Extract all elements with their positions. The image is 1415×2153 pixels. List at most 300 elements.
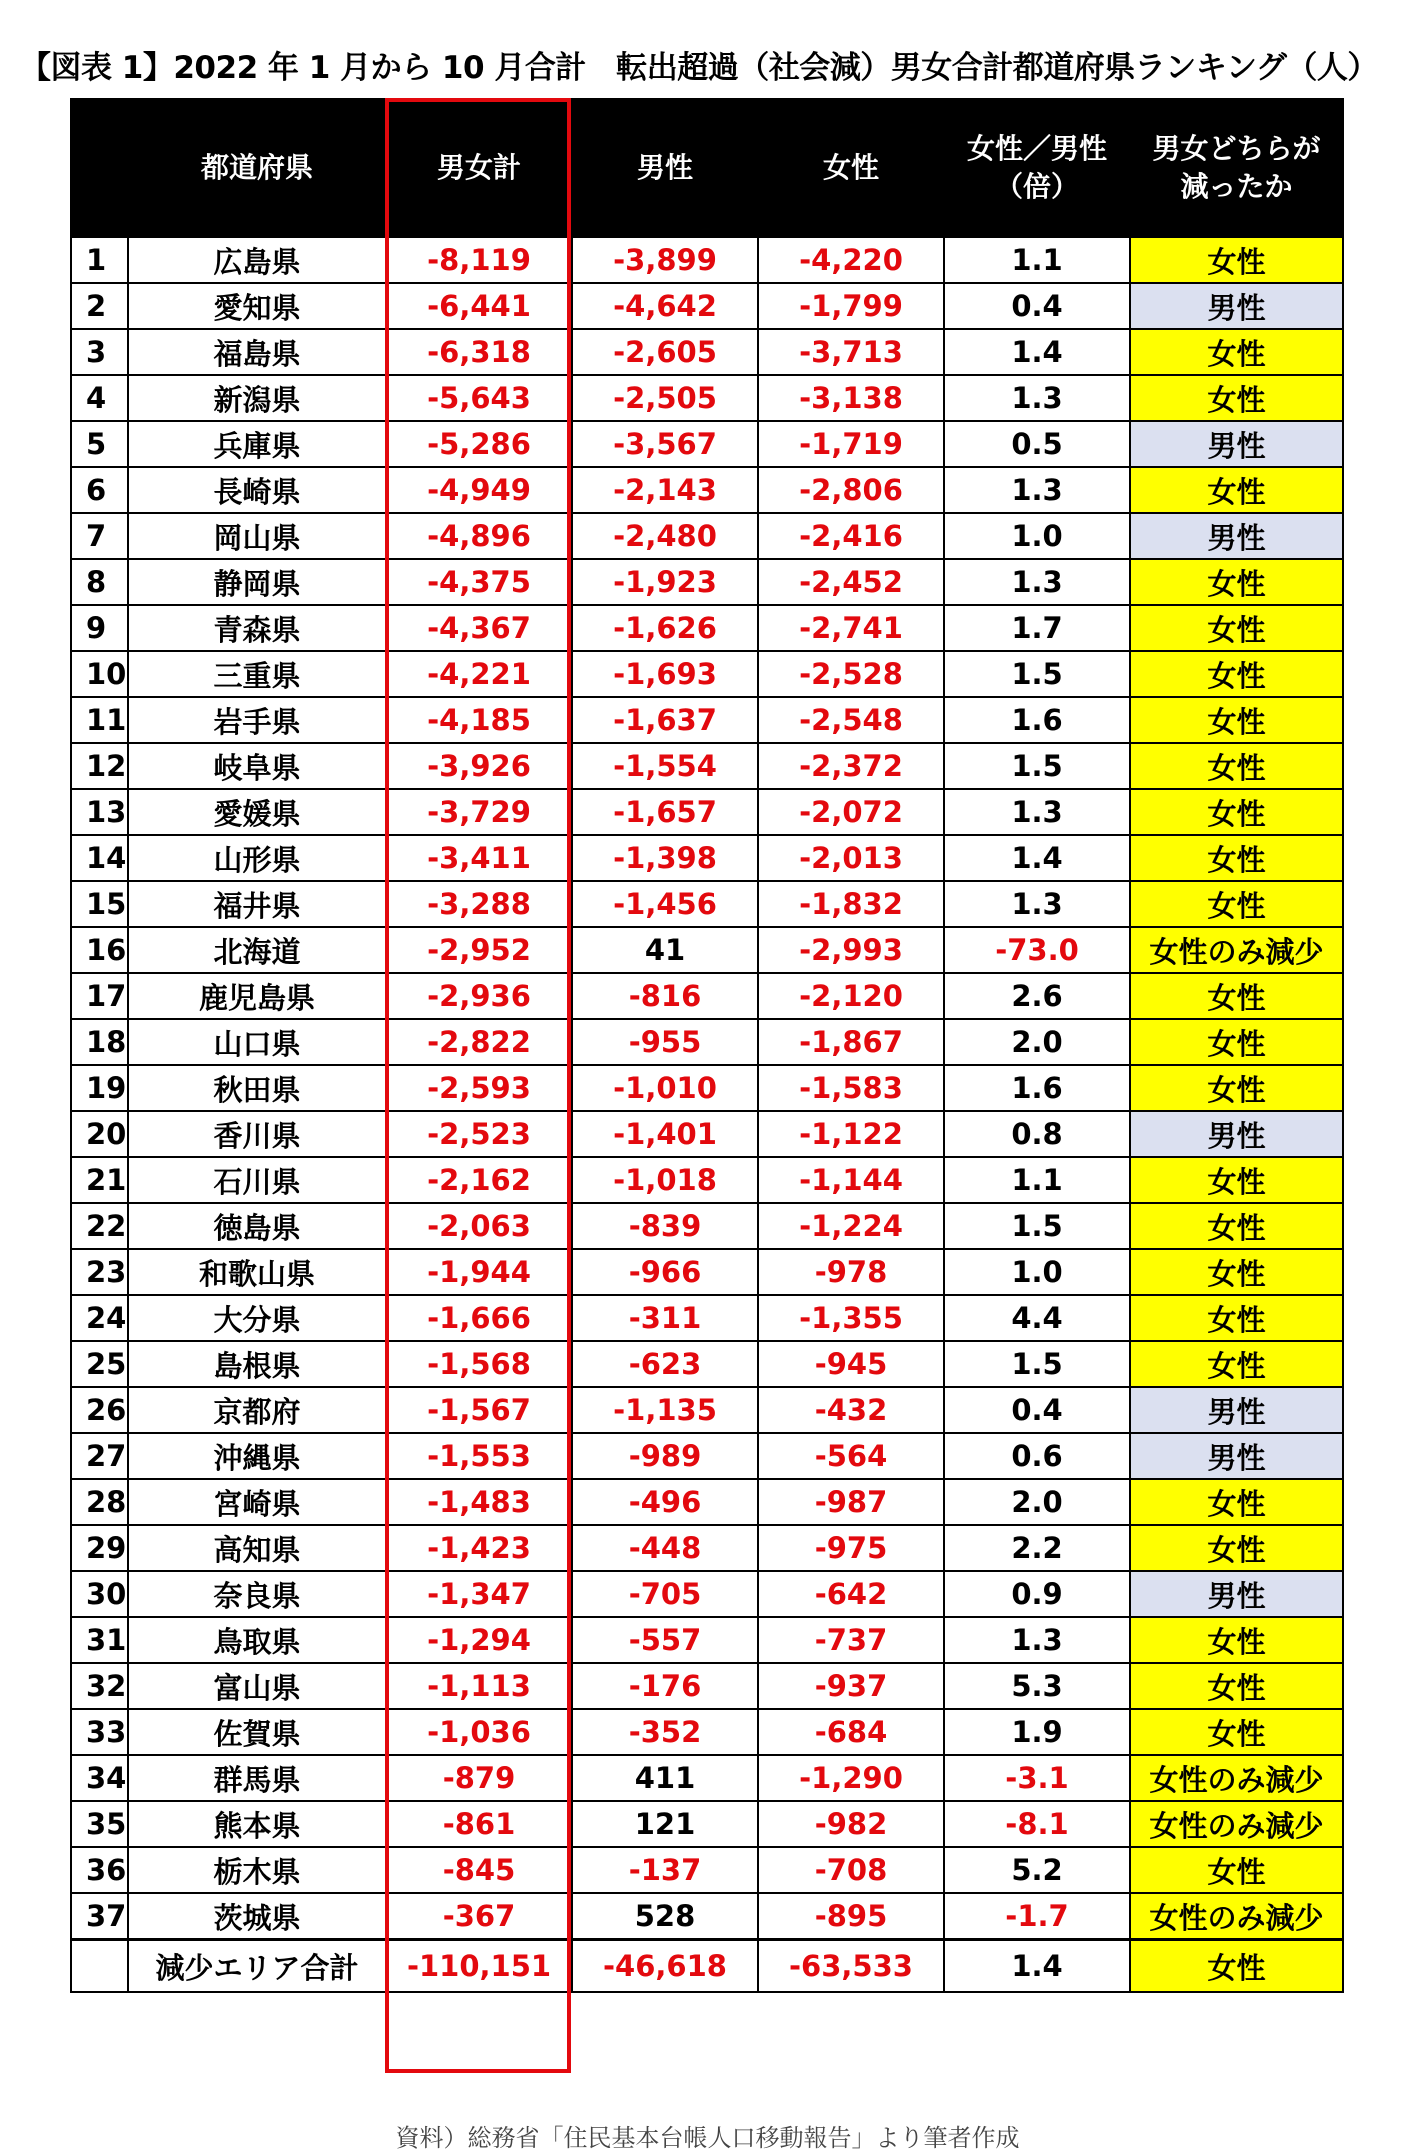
prefecture-cell: 青森県 bbox=[128, 605, 386, 651]
table-row bbox=[71, 1663, 1343, 1709]
female-cell: -2,806 bbox=[758, 467, 944, 513]
total-male-cell: -46,618 bbox=[572, 1940, 758, 1993]
total-cell: -3,411 bbox=[386, 835, 572, 881]
who-decreased-cell: 女性 bbox=[1130, 1341, 1343, 1387]
ratio-cell: 1.6 bbox=[944, 697, 1130, 743]
rank-cell: 20 bbox=[71, 1111, 128, 1157]
male-cell: 528 bbox=[572, 1893, 758, 1940]
prefecture-cell: 兵庫県 bbox=[128, 421, 386, 467]
prefecture-cell: 富山県 bbox=[128, 1663, 386, 1709]
female-cell: -975 bbox=[758, 1525, 944, 1571]
table-row bbox=[71, 1801, 1343, 1847]
prefecture-cell: 愛媛県 bbox=[128, 789, 386, 835]
prefecture-cell: 山口県 bbox=[128, 1019, 386, 1065]
total-cell: -3,926 bbox=[386, 743, 572, 789]
ratio-cell: 2.0 bbox=[944, 1479, 1130, 1525]
ratio-cell: -73.0 bbox=[944, 927, 1130, 973]
ratio-cell: -8.1 bbox=[944, 1801, 1130, 1847]
prefecture-cell: 広島県 bbox=[128, 237, 386, 283]
female-cell: -1,355 bbox=[758, 1295, 944, 1341]
ratio-cell: 1.3 bbox=[944, 375, 1130, 421]
rank-cell: 29 bbox=[71, 1525, 128, 1571]
prefecture-cell: 茨城県 bbox=[128, 1893, 386, 1940]
male-cell: -1,010 bbox=[572, 1065, 758, 1111]
ratio-cell: 1.3 bbox=[944, 559, 1130, 605]
rank-cell: 24 bbox=[71, 1295, 128, 1341]
male-cell: 121 bbox=[572, 1801, 758, 1847]
table-row bbox=[71, 237, 1343, 283]
who-decreased-cell: 女性 bbox=[1130, 1295, 1343, 1341]
male-cell: -3,567 bbox=[572, 421, 758, 467]
rank-cell: 13 bbox=[71, 789, 128, 835]
ratio-cell: -1.7 bbox=[944, 1893, 1130, 1940]
prefecture-cell: 大分県 bbox=[128, 1295, 386, 1341]
prefecture-cell: 長崎県 bbox=[128, 467, 386, 513]
rank-cell: 35 bbox=[71, 1801, 128, 1847]
male-cell: -352 bbox=[572, 1709, 758, 1755]
male-cell: -1,398 bbox=[572, 835, 758, 881]
table-row bbox=[71, 1617, 1343, 1663]
total-cell: -3,288 bbox=[386, 881, 572, 927]
rank-cell: 8 bbox=[71, 559, 128, 605]
male-cell: -955 bbox=[572, 1019, 758, 1065]
table-row bbox=[71, 1571, 1343, 1617]
total-cell: -2,162 bbox=[386, 1157, 572, 1203]
header-row bbox=[71, 99, 1343, 237]
ratio-cell: 5.3 bbox=[944, 1663, 1130, 1709]
who-decreased-cell: 女性 bbox=[1130, 697, 1343, 743]
who-decreased-cell: 女性 bbox=[1130, 605, 1343, 651]
ratio-cell: 1.3 bbox=[944, 789, 1130, 835]
rank-cell: 5 bbox=[71, 421, 128, 467]
rank-cell: 10 bbox=[71, 651, 128, 697]
female-cell: -2,072 bbox=[758, 789, 944, 835]
total-cell: -845 bbox=[386, 1847, 572, 1893]
total-cell: -4,221 bbox=[386, 651, 572, 697]
rank-cell: 33 bbox=[71, 1709, 128, 1755]
ratio-cell: 1.0 bbox=[944, 1249, 1130, 1295]
prefecture-cell: 栃木県 bbox=[128, 1847, 386, 1893]
who-decreased-cell: 女性 bbox=[1130, 1065, 1343, 1111]
prefecture-cell: 奈良県 bbox=[128, 1571, 386, 1617]
total-cell: -4,896 bbox=[386, 513, 572, 559]
who-decreased-cell: 女性 bbox=[1130, 559, 1343, 605]
table-row bbox=[71, 329, 1343, 375]
who-decreased-cell: 女性 bbox=[1130, 375, 1343, 421]
male-cell: -557 bbox=[572, 1617, 758, 1663]
male-cell: -966 bbox=[572, 1249, 758, 1295]
male-cell: -2,143 bbox=[572, 467, 758, 513]
table-row bbox=[71, 467, 1343, 513]
ratio-cell: 2.6 bbox=[944, 973, 1130, 1019]
female-cell: -2,452 bbox=[758, 559, 944, 605]
ratio-cell: 1.5 bbox=[944, 743, 1130, 789]
table-row bbox=[71, 375, 1343, 421]
rank-cell: 3 bbox=[71, 329, 128, 375]
rank-cell: 18 bbox=[71, 1019, 128, 1065]
rank-cell: 4 bbox=[71, 375, 128, 421]
rank-cell: 15 bbox=[71, 881, 128, 927]
female-cell: -1,122 bbox=[758, 1111, 944, 1157]
table-row bbox=[71, 1755, 1343, 1801]
ratio-cell: 0.6 bbox=[944, 1433, 1130, 1479]
rank-cell: 21 bbox=[71, 1157, 128, 1203]
total-ratio-cell: 1.4 bbox=[944, 1940, 1130, 1993]
female-cell: -3,138 bbox=[758, 375, 944, 421]
male-cell: 411 bbox=[572, 1755, 758, 1801]
female-cell: -2,372 bbox=[758, 743, 944, 789]
female-cell: -1,799 bbox=[758, 283, 944, 329]
table-row bbox=[71, 283, 1343, 329]
total-cell: -1,347 bbox=[386, 1571, 572, 1617]
male-cell: -137 bbox=[572, 1847, 758, 1893]
header-rank bbox=[71, 99, 128, 237]
female-cell: -708 bbox=[758, 1847, 944, 1893]
prefecture-cell: 秋田県 bbox=[128, 1065, 386, 1111]
header-male: 男性 bbox=[572, 99, 758, 237]
total-cell: -1,483 bbox=[386, 1479, 572, 1525]
total-cell: -861 bbox=[386, 1801, 572, 1847]
table-row bbox=[71, 1433, 1343, 1479]
prefecture-cell: 熊本県 bbox=[128, 1801, 386, 1847]
header-total: 男女計 bbox=[386, 99, 572, 237]
header-ratio: 女性／男性 （倍） bbox=[944, 99, 1130, 237]
total-cell: -4,949 bbox=[386, 467, 572, 513]
total-cell: -1,567 bbox=[386, 1387, 572, 1433]
prefecture-cell: 宮崎県 bbox=[128, 1479, 386, 1525]
female-cell: -1,719 bbox=[758, 421, 944, 467]
female-cell: -564 bbox=[758, 1433, 944, 1479]
who-decreased-cell: 女性 bbox=[1130, 835, 1343, 881]
prefecture-cell: 静岡県 bbox=[128, 559, 386, 605]
female-cell: -895 bbox=[758, 1893, 944, 1940]
who-decreased-cell: 女性 bbox=[1130, 1203, 1343, 1249]
ratio-cell: -3.1 bbox=[944, 1755, 1130, 1801]
table-row bbox=[71, 1479, 1343, 1525]
who-decreased-cell: 女性 bbox=[1130, 237, 1343, 283]
rank-cell: 26 bbox=[71, 1387, 128, 1433]
prefecture-cell: 鳥取県 bbox=[128, 1617, 386, 1663]
prefecture-cell: 三重県 bbox=[128, 651, 386, 697]
table-body bbox=[71, 237, 1343, 1940]
female-cell: -2,548 bbox=[758, 697, 944, 743]
table-row bbox=[71, 1019, 1343, 1065]
female-cell: -1,224 bbox=[758, 1203, 944, 1249]
total-cell: -6,441 bbox=[386, 283, 572, 329]
table-row bbox=[71, 835, 1343, 881]
total-cell: -5,286 bbox=[386, 421, 572, 467]
who-decreased-cell: 女性 bbox=[1130, 1157, 1343, 1203]
table-row bbox=[71, 1203, 1343, 1249]
female-cell: -978 bbox=[758, 1249, 944, 1295]
prefecture-cell: 京都府 bbox=[128, 1387, 386, 1433]
who-decreased-cell: 女性 bbox=[1130, 1525, 1343, 1571]
header-female: 女性 bbox=[758, 99, 944, 237]
ranking-table-wrapper bbox=[70, 98, 1344, 1993]
rank-cell: 27 bbox=[71, 1433, 128, 1479]
ratio-cell: 1.5 bbox=[944, 651, 1130, 697]
table-row bbox=[71, 973, 1343, 1019]
rank-cell: 7 bbox=[71, 513, 128, 559]
table-row bbox=[71, 789, 1343, 835]
total-cell: -1,944 bbox=[386, 1249, 572, 1295]
who-decreased-cell: 女性 bbox=[1130, 973, 1343, 1019]
table-row bbox=[71, 1065, 1343, 1111]
prefecture-cell: 福島県 bbox=[128, 329, 386, 375]
male-cell: -1,456 bbox=[572, 881, 758, 927]
male-cell: -1,693 bbox=[572, 651, 758, 697]
who-decreased-cell: 女性 bbox=[1130, 329, 1343, 375]
rank-cell: 25 bbox=[71, 1341, 128, 1387]
male-cell: -623 bbox=[572, 1341, 758, 1387]
rank-cell: 19 bbox=[71, 1065, 128, 1111]
female-cell: -2,993 bbox=[758, 927, 944, 973]
header-prefecture: 都道府県 bbox=[128, 99, 386, 237]
total-female-cell: -63,533 bbox=[758, 1940, 944, 1993]
prefecture-cell: 島根県 bbox=[128, 1341, 386, 1387]
table-row bbox=[71, 1157, 1343, 1203]
table-row bbox=[71, 1341, 1343, 1387]
who-decreased-cell: 女性のみ減少 bbox=[1130, 1755, 1343, 1801]
table-row bbox=[71, 1111, 1343, 1157]
who-decreased-cell: 女性のみ減少 bbox=[1130, 1801, 1343, 1847]
male-cell: -839 bbox=[572, 1203, 758, 1249]
total-row bbox=[71, 1940, 1343, 1993]
male-cell: -1,018 bbox=[572, 1157, 758, 1203]
total-cell: -1,036 bbox=[386, 1709, 572, 1755]
rank-cell: 28 bbox=[71, 1479, 128, 1525]
male-cell: -705 bbox=[572, 1571, 758, 1617]
ratio-cell: 2.2 bbox=[944, 1525, 1130, 1571]
male-cell: 41 bbox=[572, 927, 758, 973]
prefecture-cell: 鹿児島県 bbox=[128, 973, 386, 1019]
prefecture-cell: 岡山県 bbox=[128, 513, 386, 559]
female-cell: -2,013 bbox=[758, 835, 944, 881]
rank-cell: 12 bbox=[71, 743, 128, 789]
table-row bbox=[71, 1847, 1343, 1893]
who-decreased-cell: 女性 bbox=[1130, 467, 1343, 513]
male-cell: -2,605 bbox=[572, 329, 758, 375]
male-cell: -1,135 bbox=[572, 1387, 758, 1433]
male-cell: -3,899 bbox=[572, 237, 758, 283]
total-cell: -2,593 bbox=[386, 1065, 572, 1111]
chart-title: 【図表 1】2022 年 1 月から 10 月合計 転出超過（社会減）男女合計都道府県ランキング（人） bbox=[20, 50, 1378, 86]
who-decreased-cell: 女性 bbox=[1130, 789, 1343, 835]
rank-cell: 1 bbox=[71, 237, 128, 283]
total-cell: -1,294 bbox=[386, 1617, 572, 1663]
female-cell: -945 bbox=[758, 1341, 944, 1387]
ratio-cell: 5.2 bbox=[944, 1847, 1130, 1893]
ratio-cell: 1.9 bbox=[944, 1709, 1130, 1755]
male-cell: -2,480 bbox=[572, 513, 758, 559]
ratio-cell: 1.5 bbox=[944, 1203, 1130, 1249]
ratio-cell: 1.1 bbox=[944, 1157, 1130, 1203]
ratio-cell: 1.4 bbox=[944, 835, 1130, 881]
total-cell: -1,113 bbox=[386, 1663, 572, 1709]
ratio-cell: 0.4 bbox=[944, 1387, 1130, 1433]
total-cell: -2,952 bbox=[386, 927, 572, 973]
table-row bbox=[71, 743, 1343, 789]
who-decreased-cell: 男性 bbox=[1130, 1571, 1343, 1617]
ratio-cell: 1.0 bbox=[944, 513, 1130, 559]
table-row bbox=[71, 605, 1343, 651]
who-decreased-cell: 男性 bbox=[1130, 421, 1343, 467]
who-decreased-cell: 女性 bbox=[1130, 1663, 1343, 1709]
male-cell: -4,642 bbox=[572, 283, 758, 329]
table-row bbox=[71, 1249, 1343, 1295]
male-cell: -2,505 bbox=[572, 375, 758, 421]
rank-cell: 34 bbox=[71, 1755, 128, 1801]
table-row bbox=[71, 1387, 1343, 1433]
female-cell: -2,528 bbox=[758, 651, 944, 697]
who-decreased-cell: 男性 bbox=[1130, 283, 1343, 329]
prefecture-cell: 福井県 bbox=[128, 881, 386, 927]
prefecture-cell: 岐阜県 bbox=[128, 743, 386, 789]
who-decreased-cell: 女性 bbox=[1130, 1709, 1343, 1755]
total-prefecture-cell: 減少エリア合計 bbox=[128, 1940, 386, 1993]
female-cell: -982 bbox=[758, 1801, 944, 1847]
who-decreased-cell: 男性 bbox=[1130, 513, 1343, 559]
male-cell: -496 bbox=[572, 1479, 758, 1525]
male-cell: -1,401 bbox=[572, 1111, 758, 1157]
table-row bbox=[71, 421, 1343, 467]
rank-cell: 2 bbox=[71, 283, 128, 329]
total-cell: -2,936 bbox=[386, 973, 572, 1019]
female-cell: -4,220 bbox=[758, 237, 944, 283]
who-decreased-cell: 女性 bbox=[1130, 1479, 1343, 1525]
rank-cell: 23 bbox=[71, 1249, 128, 1295]
female-cell: -2,416 bbox=[758, 513, 944, 559]
table-row bbox=[71, 1893, 1343, 1940]
total-cell: -367 bbox=[386, 1893, 572, 1940]
female-cell: -1,290 bbox=[758, 1755, 944, 1801]
rank-cell: 37 bbox=[71, 1893, 128, 1940]
ratio-cell: 1.7 bbox=[944, 605, 1130, 651]
rank-cell: 17 bbox=[71, 973, 128, 1019]
total-cell: -8,119 bbox=[386, 237, 572, 283]
rank-cell: 14 bbox=[71, 835, 128, 881]
male-cell: -1,554 bbox=[572, 743, 758, 789]
ratio-cell: 1.4 bbox=[944, 329, 1130, 375]
male-cell: -1,923 bbox=[572, 559, 758, 605]
prefecture-cell: 和歌山県 bbox=[128, 1249, 386, 1295]
table-row bbox=[71, 1525, 1343, 1571]
ratio-cell: 0.5 bbox=[944, 421, 1130, 467]
female-cell: -432 bbox=[758, 1387, 944, 1433]
prefecture-cell: 徳島県 bbox=[128, 1203, 386, 1249]
prefecture-cell: 沖縄県 bbox=[128, 1433, 386, 1479]
who-decreased-cell: 女性 bbox=[1130, 1847, 1343, 1893]
total-cell: -1,666 bbox=[386, 1295, 572, 1341]
male-cell: -816 bbox=[572, 973, 758, 1019]
who-decreased-cell: 男性 bbox=[1130, 1111, 1343, 1157]
prefecture-cell: 佐賀県 bbox=[128, 1709, 386, 1755]
rank-cell: 31 bbox=[71, 1617, 128, 1663]
female-cell: -2,741 bbox=[758, 605, 944, 651]
female-cell: -1,867 bbox=[758, 1019, 944, 1065]
rank-cell: 36 bbox=[71, 1847, 128, 1893]
ratio-cell: 2.0 bbox=[944, 1019, 1130, 1065]
total-cell: -4,375 bbox=[386, 559, 572, 605]
total-cell: -2,822 bbox=[386, 1019, 572, 1065]
total-cell: -1,553 bbox=[386, 1433, 572, 1479]
ratio-cell: 1.3 bbox=[944, 881, 1130, 927]
who-decreased-cell: 女性 bbox=[1130, 651, 1343, 697]
total-cell: -1,423 bbox=[386, 1525, 572, 1571]
prefecture-cell: 新潟県 bbox=[128, 375, 386, 421]
female-cell: -684 bbox=[758, 1709, 944, 1755]
total-cell: -4,367 bbox=[386, 605, 572, 651]
table-row bbox=[71, 927, 1343, 973]
who-decreased-cell: 女性のみ減少 bbox=[1130, 927, 1343, 973]
male-cell: -448 bbox=[572, 1525, 758, 1571]
rank-cell: 32 bbox=[71, 1663, 128, 1709]
who-decreased-cell: 女性のみ減少 bbox=[1130, 1893, 1343, 1940]
female-cell: -1,832 bbox=[758, 881, 944, 927]
prefecture-cell: 北海道 bbox=[128, 927, 386, 973]
total-who-cell: 女性 bbox=[1130, 1940, 1343, 1993]
total-cell: -4,185 bbox=[386, 697, 572, 743]
table-row bbox=[71, 1709, 1343, 1755]
who-decreased-cell: 男性 bbox=[1130, 1433, 1343, 1479]
prefecture-cell: 愛知県 bbox=[128, 283, 386, 329]
table-row bbox=[71, 1295, 1343, 1341]
ranking-table bbox=[70, 98, 1344, 1993]
female-cell: -1,583 bbox=[758, 1065, 944, 1111]
rank-cell: 9 bbox=[71, 605, 128, 651]
total-cell: -2,063 bbox=[386, 1203, 572, 1249]
prefecture-cell: 石川県 bbox=[128, 1157, 386, 1203]
who-decreased-cell: 女性 bbox=[1130, 881, 1343, 927]
ratio-cell: 1.3 bbox=[944, 467, 1130, 513]
who-decreased-cell: 女性 bbox=[1130, 1249, 1343, 1295]
ratio-cell: 1.1 bbox=[944, 237, 1130, 283]
table-row bbox=[71, 697, 1343, 743]
female-cell: -737 bbox=[758, 1617, 944, 1663]
ratio-cell: 0.8 bbox=[944, 1111, 1130, 1157]
source-note: 資料）総務省「住民基本台帳人口移動報告」より筆者作成 bbox=[395, 2124, 1020, 2152]
ratio-cell: 4.4 bbox=[944, 1295, 1130, 1341]
male-cell: -1,637 bbox=[572, 697, 758, 743]
total-cell: -879 bbox=[386, 1755, 572, 1801]
total-cell: -6,318 bbox=[386, 329, 572, 375]
prefecture-cell: 山形県 bbox=[128, 835, 386, 881]
male-cell: -1,626 bbox=[572, 605, 758, 651]
male-cell: -176 bbox=[572, 1663, 758, 1709]
ratio-cell: 1.6 bbox=[944, 1065, 1130, 1111]
female-cell: -987 bbox=[758, 1479, 944, 1525]
prefecture-cell: 群馬県 bbox=[128, 1755, 386, 1801]
female-cell: -642 bbox=[758, 1571, 944, 1617]
rank-cell: 11 bbox=[71, 697, 128, 743]
female-cell: -3,713 bbox=[758, 329, 944, 375]
who-decreased-cell: 女性 bbox=[1130, 743, 1343, 789]
female-cell: -2,120 bbox=[758, 973, 944, 1019]
table-row bbox=[71, 559, 1343, 605]
male-cell: -1,657 bbox=[572, 789, 758, 835]
prefecture-cell: 香川県 bbox=[128, 1111, 386, 1157]
table-row bbox=[71, 651, 1343, 697]
prefecture-cell: 高知県 bbox=[128, 1525, 386, 1571]
who-decreased-cell: 女性 bbox=[1130, 1019, 1343, 1065]
ratio-cell: 1.5 bbox=[944, 1341, 1130, 1387]
rank-cell: 16 bbox=[71, 927, 128, 973]
who-decreased-cell: 男性 bbox=[1130, 1387, 1343, 1433]
total-cell: -1,568 bbox=[386, 1341, 572, 1387]
who-decreased-cell: 女性 bbox=[1130, 1617, 1343, 1663]
table-row bbox=[71, 881, 1343, 927]
male-cell: -311 bbox=[572, 1295, 758, 1341]
